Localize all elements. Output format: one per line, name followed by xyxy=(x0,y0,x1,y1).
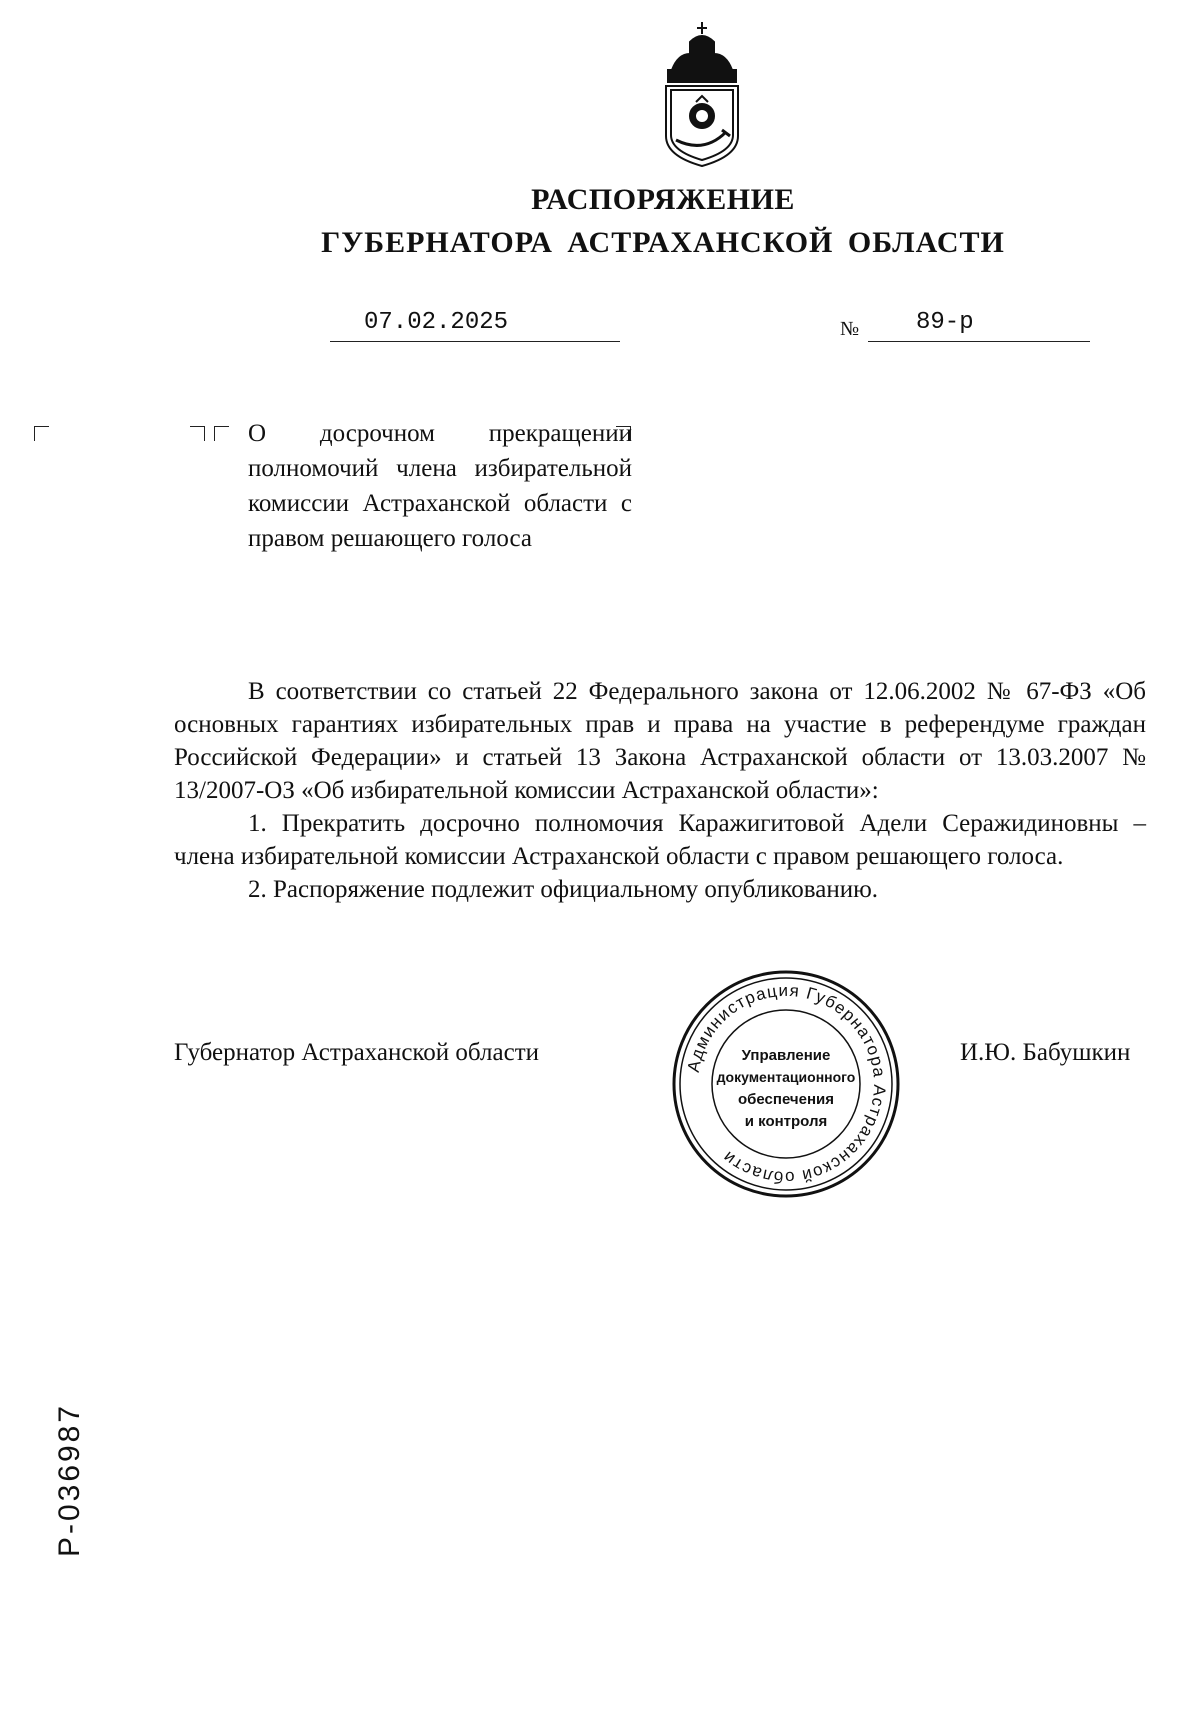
subject-corner-mark xyxy=(34,426,49,441)
official-seal xyxy=(670,968,902,1200)
number-label: № xyxy=(840,318,860,340)
registration-number xyxy=(30,1380,110,1580)
clause-2: 2. Распоряжение подлежит официальному опубликованию. xyxy=(248,876,879,903)
seal-ring-text: Администрация Губернатора Астраханской области xyxy=(683,980,890,1188)
document-number: 89-р xyxy=(868,308,1090,342)
signatory-name: И.Ю. Бабушкин xyxy=(960,1039,1131,1066)
preamble-paragraph: В соответствии со статьей 22 Федерального закона от 12.06.2002 № 67-ФЗ «Об основных гарантиях избирательных прав и права на участие в референдуме граждан Российской Федерации» и статьей 13 Закона Астраханской области от 13.03.2007 № 13/2007-ОЗ «Об избирательной комиссии Астраханской области»: xyxy=(174,678,1146,804)
seal-center-line: документационного xyxy=(716,1069,856,1085)
registration-number-text: Р-036987 xyxy=(53,1402,86,1558)
subject-corner-mark xyxy=(190,426,205,441)
seal-center-line: Управление xyxy=(741,1047,831,1064)
subject-corner-mark xyxy=(214,426,229,441)
document-subject: О досрочном прекращении полномочий члена избирательной комиссии Астраханской области с правом решающего голоса xyxy=(248,420,632,552)
issuer-title: ГУБЕРНАТОРА АСТРАХАНСКОЙ ОБЛАСТИ xyxy=(321,226,1005,259)
document-type-title: РАСПОРЯЖЕНИЕ xyxy=(531,183,795,216)
seal-center-line: обеспечения xyxy=(737,1091,835,1108)
document-body xyxy=(174,675,1146,906)
signatory-position: Губернатор Астраханской области xyxy=(174,1039,540,1066)
seal-center-line: и контроля xyxy=(744,1113,828,1130)
clause-1: 1. Прекратить досрочно полномочия Каражигитовой Адели Серажидиновны – члена избирательной комиссии Астраханской области с правом решающего голоса. xyxy=(174,810,1146,870)
coat-of-arms-icon xyxy=(652,20,752,170)
document-date: 07.02.2025 xyxy=(330,308,620,342)
